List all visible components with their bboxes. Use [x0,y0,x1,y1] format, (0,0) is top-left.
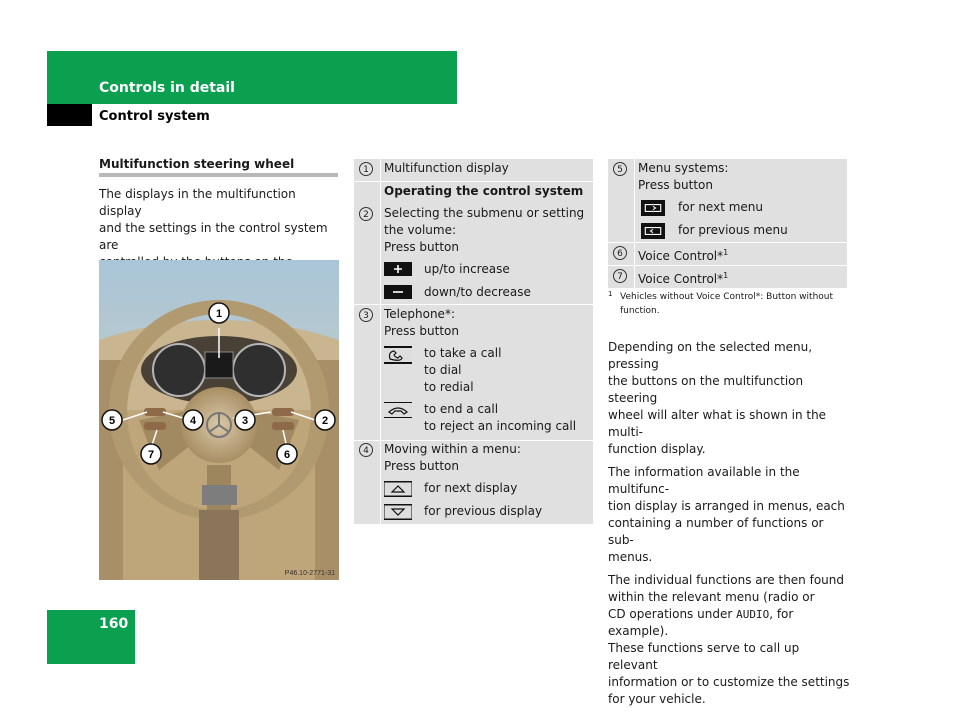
button-label: for previous display [424,504,543,518]
row-label: Voice Control* [638,272,724,286]
row-line: Press button [384,324,459,338]
arrow-up-button-icon [384,481,412,497]
button-label: to take a call [424,346,502,360]
text-line: information or to customize the settings [608,675,850,689]
section-title: Controls in detail [99,80,235,96]
button-label: down/to decrease [424,285,531,299]
text-line: for your vehicle. [608,692,706,706]
callout-7-label: 7 [147,449,155,461]
row-label: Voice Control* [638,249,724,263]
row-text [638,160,728,194]
row-line: Moving within a menu: [384,442,521,456]
text-segment: CD operations under [608,607,737,621]
button-label: to redial [424,380,474,394]
text-line: Depending on the selected menu, pressing [608,340,813,371]
callout-3-label: 3 [241,415,249,427]
button-label-group [424,401,576,435]
page-number: 160 [99,616,129,632]
button-label: for next display [424,481,518,495]
steering-wheel-figure [99,260,339,580]
row-line: Menu systems: [638,161,729,175]
text-line: tion display is arranged in menus, each [608,499,845,513]
next-menu-button-icon [641,200,665,216]
row-line: Telephone*: [384,307,455,321]
button-label: to dial [424,363,462,377]
callout-1-label: 1 [215,308,223,320]
row-text [384,205,584,256]
row-number-badge: 7 [613,269,627,283]
button-label: for previous menu [678,223,788,237]
text-line: The information available in the multifunc- [608,465,800,496]
row-line: Press button [384,459,459,473]
callout-6-label: 6 [283,449,291,461]
button-label: to reject an incoming call [424,419,577,433]
button-label: for next menu [678,200,763,214]
text-segment: , for example). [608,607,794,638]
row-text [384,441,521,475]
left-heading: Multifunction steering wheel [99,157,295,171]
footnote-marker: 1 [608,290,613,298]
row-line: Selecting the submenu or setting [384,206,585,220]
footnote [608,290,848,318]
controls-table-main [354,159,593,524]
text-line: wheel will alter what is shown in the multi- [608,408,827,439]
body-text [608,339,850,714]
paragraph [608,464,850,566]
row-number-badge: 6 [613,246,627,260]
button-label: to end a call [424,402,499,416]
text-line: containing a number of functions or sub- [608,516,824,547]
minus-button-icon [384,285,412,299]
phone-pickup-icon [384,346,412,364]
text-line: The individual functions are then found [608,573,844,587]
phone-hangup-icon [384,402,412,418]
operating-heading: Operating the control system [384,184,584,198]
row-line: the volume: [384,223,457,237]
row-text [638,267,728,288]
intro-line: The displays in the multifunction display [99,187,296,218]
footnote-ref: 1 [723,271,729,280]
row-text [638,244,728,265]
arrow-down-button-icon [384,504,412,520]
row-text [384,306,459,340]
button-label-group [424,345,501,396]
text-line: within the relevant menu (radio or [608,590,815,604]
header-band [47,51,457,104]
row-text: Multifunction display [384,161,509,175]
callout-5-label: 5 [108,415,116,427]
controls-table-continued [608,159,847,288]
row-line: Press button [638,178,713,192]
footnote-ref: 1 [723,248,729,257]
button-label: up/to increase [424,262,510,276]
row-number-badge: 1 [359,162,373,176]
row-number-badge: 5 [613,162,627,176]
heading-rule [99,173,338,177]
intro-line: and the settings in the control system are [99,221,328,252]
row-number-badge: 3 [359,308,373,322]
text-line: menus. [608,550,653,564]
footnote-line: Vehicles without Voice Control*: Button without [620,292,834,302]
callout-2-label: 2 [321,415,329,427]
display-code: AUDIO [736,608,770,621]
paragraph [608,572,850,708]
figure-code: P46.10-2771-31 [284,570,335,577]
callout-4-label: 4 [189,415,197,427]
plus-button-icon [384,262,412,276]
subsection-marker [47,104,92,126]
row-line: Press button [384,240,459,254]
row-number-badge: 2 [359,207,373,221]
previous-menu-button-icon [641,223,665,239]
footnote-line: function. [620,306,660,316]
subsection-title: Control system [99,109,210,124]
text-line: the buttons on the multifunction steering [608,374,804,405]
text-line: These functions serve to call up relevant [608,641,800,672]
row-number-badge: 4 [359,443,373,457]
text-line [608,606,850,640]
text-line: function display. [608,442,706,456]
paragraph [608,339,850,458]
